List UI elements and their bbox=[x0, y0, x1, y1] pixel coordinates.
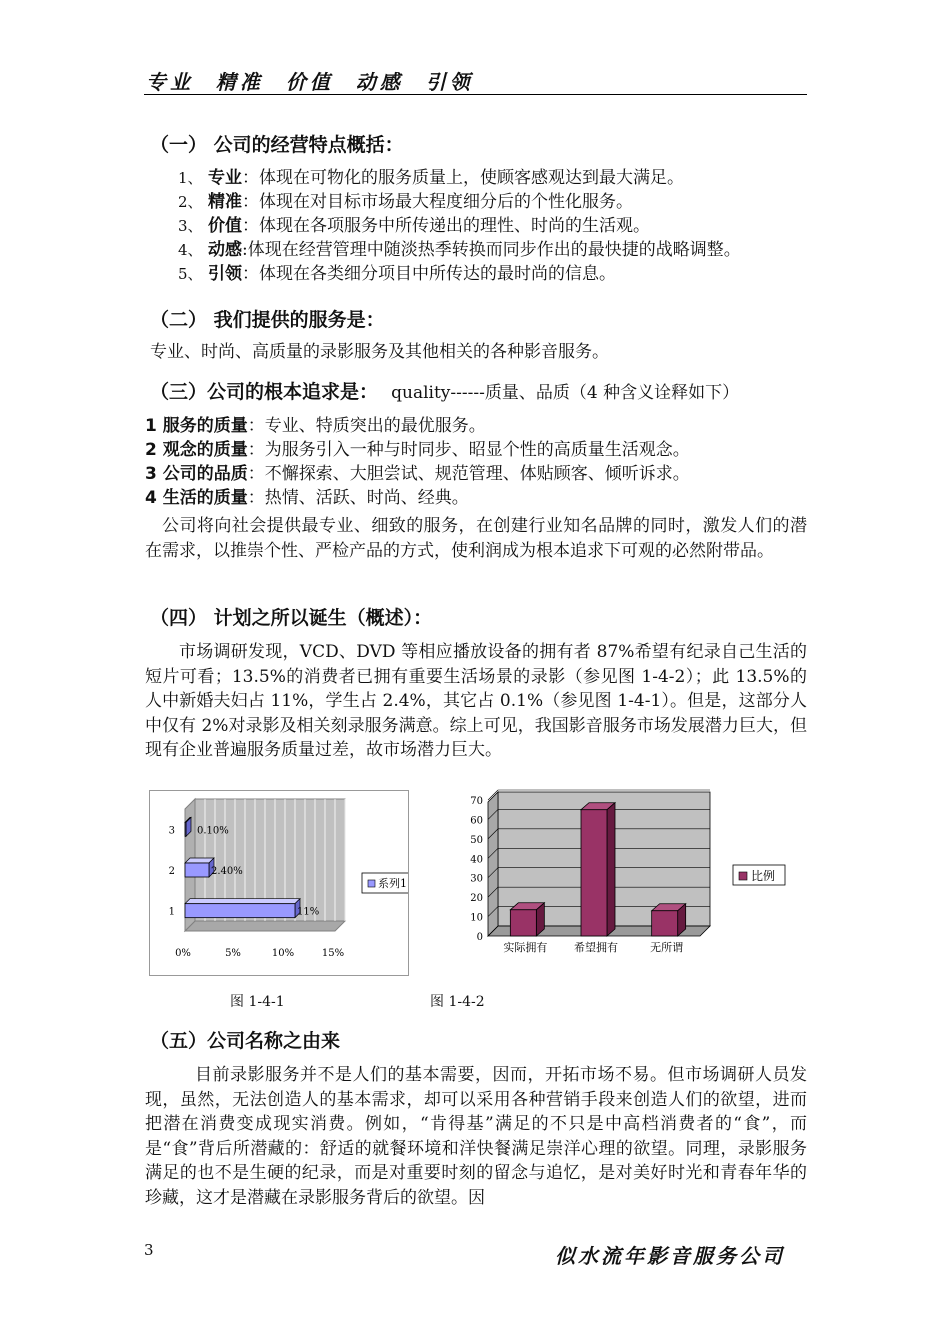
feature-desc: 体现在各类细分项目中所传达的最时尚的信息。 bbox=[259, 264, 616, 284]
feature-term: 价值 bbox=[208, 216, 242, 236]
feature-term: 专业 bbox=[208, 168, 242, 188]
feature-sep: ： bbox=[242, 192, 259, 212]
section-5-title: （五）公司名称之由来 bbox=[150, 1030, 341, 1052]
pursuit-term: 1 服务的质量 bbox=[145, 416, 248, 436]
chart-2-legend-swatch bbox=[739, 872, 747, 880]
pursuit-item bbox=[145, 438, 690, 462]
feature-item bbox=[178, 214, 741, 238]
feature-sep: ： bbox=[242, 168, 259, 188]
section-3-title: （三）公司的根本追求是： bbox=[150, 381, 379, 403]
feature-desc: 体现在可物化的服务质量上，使顾客感观达到最大满足。 bbox=[259, 168, 684, 188]
feature-num: 4、 bbox=[178, 241, 203, 259]
feature-desc: 体现在经营管理中随淡热季转换而同步作出的最快捷的战略调整。 bbox=[247, 240, 741, 260]
page-number: 3 bbox=[144, 1241, 154, 1259]
pursuit-term: 4 生活的质量 bbox=[145, 488, 248, 508]
chart-2-legend-label: 比例 bbox=[751, 869, 776, 883]
chart-2-y-tick: 70 bbox=[470, 796, 483, 807]
chart-2-x-tick: 希望拥有 bbox=[574, 941, 618, 954]
chart-2-y-tick: 10 bbox=[470, 912, 483, 924]
chart-2-y-tick: 0 bbox=[476, 932, 483, 943]
chart-1-x-tick: 5% bbox=[225, 948, 241, 959]
chart-1-data-label: 2.40% bbox=[211, 866, 243, 877]
feature-term: 精准 bbox=[208, 192, 242, 212]
chart-2-y-tick: 30 bbox=[470, 873, 483, 885]
chart-2-y-tick: 40 bbox=[470, 854, 483, 866]
chart-1-data-label: 0.10% bbox=[197, 825, 229, 837]
chart-2-side bbox=[488, 792, 498, 936]
pursuit-item bbox=[145, 414, 690, 438]
footer-company: 似水流年影音服务公司 bbox=[555, 1244, 785, 1268]
chart-1-legend-swatch bbox=[368, 880, 375, 887]
chart-2-frame bbox=[455, 788, 795, 960]
pursuit-term: 3 公司的品质 bbox=[145, 464, 248, 484]
feature-desc: 体现在对目标市场最大程度细分后的个性化服务。 bbox=[259, 192, 633, 212]
feature-item bbox=[178, 238, 741, 262]
feature-num: 2、 bbox=[178, 193, 203, 211]
chart-2 bbox=[455, 788, 795, 960]
chart-1-bar bbox=[185, 863, 209, 877]
chart-1-legend-label: 系列1 bbox=[378, 877, 407, 890]
feature-num: 5、 bbox=[178, 265, 203, 283]
chart-2-bar-side bbox=[607, 803, 615, 936]
pursuit-desc: ：专业、特质突出的最优服务。 bbox=[247, 416, 486, 436]
chart-2-x-tick: 实际拥有 bbox=[503, 941, 548, 954]
chart-1-caption: 图 1-4-1 bbox=[230, 994, 285, 1010]
chart-2-bar bbox=[652, 911, 678, 936]
feature-term: 引领 bbox=[208, 264, 242, 284]
feature-sep: ： bbox=[242, 264, 259, 284]
pursuit-desc: ：不懈探索、大胆尝试、规范管理、体贴顾客、倾听诉求。 bbox=[247, 464, 690, 484]
feature-sep: ： bbox=[242, 216, 259, 236]
section-4-title: （四） 计划之所以诞生（概述）： bbox=[150, 607, 433, 629]
feature-term: 动感 bbox=[208, 240, 242, 260]
chart-1-x-tick: 0% bbox=[175, 948, 191, 959]
chart-2-bar bbox=[581, 810, 607, 936]
chart-1 bbox=[150, 791, 408, 975]
chart-1-floor bbox=[185, 921, 345, 931]
chart-2-y-tick: 20 bbox=[470, 893, 483, 905]
header-slogan: 专业 精准 价值 动感 引领 bbox=[146, 70, 474, 94]
feature-num: 1、 bbox=[178, 169, 203, 187]
pursuit-desc: ：为服务引入一种与时同步、昭显个性的高质量生活观念。 bbox=[247, 440, 690, 460]
pursuit-desc: ：热情、活跃、时尚、经典。 bbox=[247, 488, 469, 508]
section-3-heading bbox=[150, 377, 739, 405]
feature-item bbox=[178, 166, 741, 190]
chart-2-x-tick: 无所谓 bbox=[650, 941, 684, 954]
header-rule bbox=[144, 94, 807, 95]
chart-1-y-tick: 3 bbox=[168, 825, 175, 837]
feature-item bbox=[178, 190, 741, 214]
pursuit-item bbox=[145, 486, 690, 510]
chart-1-frame bbox=[149, 790, 409, 976]
chart-1-data-label: 11% bbox=[297, 906, 320, 918]
section-5-paragraph: 目前录影服务并不是人们的基本需要，因而，开拓市场不易。但市场调研人员发现，虽然，无法创造人的基本需求，却可以采用各种营销手段来创造人们的欲望，进而把潜在消费变成现实消费。例如，“肯得基”满足的不只是中高档消费者的“食”，而是“食”背后所潜藏的：舒适的就餐环境和洋快餐满足崇洋心理的欲望。同理，录影服务满足的也不是生硬的纪录，而是对重要时刻的留念与追忆，是对美好时光和青春年华的珍藏，这才是潜藏在录影服务背后的欲望。因 bbox=[145, 1065, 807, 1208]
chart-1-x-tick: 10% bbox=[271, 948, 295, 959]
chart-1-bar-top bbox=[185, 899, 300, 904]
chart-1-y-tick: 1 bbox=[168, 906, 175, 918]
chart-2-y-tick: 60 bbox=[470, 815, 483, 827]
section-3-list bbox=[145, 414, 690, 510]
section-3-paragraph: 公司将向社会提供最专业、细致的服务，在创建行业知名品牌的同时，激发人们的潜在需求，以推崇个性、严检产品的方式，使利润成为根本追求下可观的必然附带品。 bbox=[145, 516, 807, 561]
chart-1-x-tick: 15% bbox=[321, 948, 345, 959]
section-3-subtitle: quality------质量、品质（4 种含义诠释如下） bbox=[391, 383, 740, 403]
section-1-title: （一） 公司的经营特点概括： bbox=[150, 134, 404, 156]
chart-2-y-tick: 50 bbox=[470, 834, 483, 846]
section-2-text: 专业、时尚、高质量的录影服务及其他相关的各种影音服务。 bbox=[150, 342, 609, 362]
pursuit-item bbox=[145, 462, 690, 486]
feature-desc: 体现在各项服务中所传递出的理性、时尚的生活观。 bbox=[259, 216, 650, 236]
section-2-title: （二） 我们提供的服务是： bbox=[150, 309, 385, 331]
chart-1-bar bbox=[185, 822, 186, 836]
section-4-paragraph: 市场调研发现，VCD、DVD 等相应播放设备的拥有者 87%希望有纪录自己生活的短片可看；13.5%的消费者已拥有重要生活场景的录影（参见图 1-4-2）；此 13.5%的人中新婚夫妇占 11%，学生占 2.4%，其它占 0.1%（参见图 1-4-1）。但是，这部分人中仅有 2%对录影及相关刻录服务满意。综上可见，我国影音服务市场发展潜力巨大，但现有企业普遍服务质量过差，故市场潜力巨大。 bbox=[145, 642, 807, 760]
section-1-list bbox=[178, 166, 741, 286]
pursuit-term: 2 观念的质量 bbox=[145, 440, 248, 460]
feature-sep: : bbox=[242, 240, 248, 260]
feature-item bbox=[178, 262, 741, 286]
chart-2-caption: 图 1-4-2 bbox=[430, 994, 485, 1010]
chart-1-y-tick: 2 bbox=[168, 866, 175, 877]
chart-1-bar bbox=[185, 904, 295, 918]
chart-2-bar bbox=[510, 910, 536, 936]
feature-num: 3、 bbox=[178, 217, 203, 235]
